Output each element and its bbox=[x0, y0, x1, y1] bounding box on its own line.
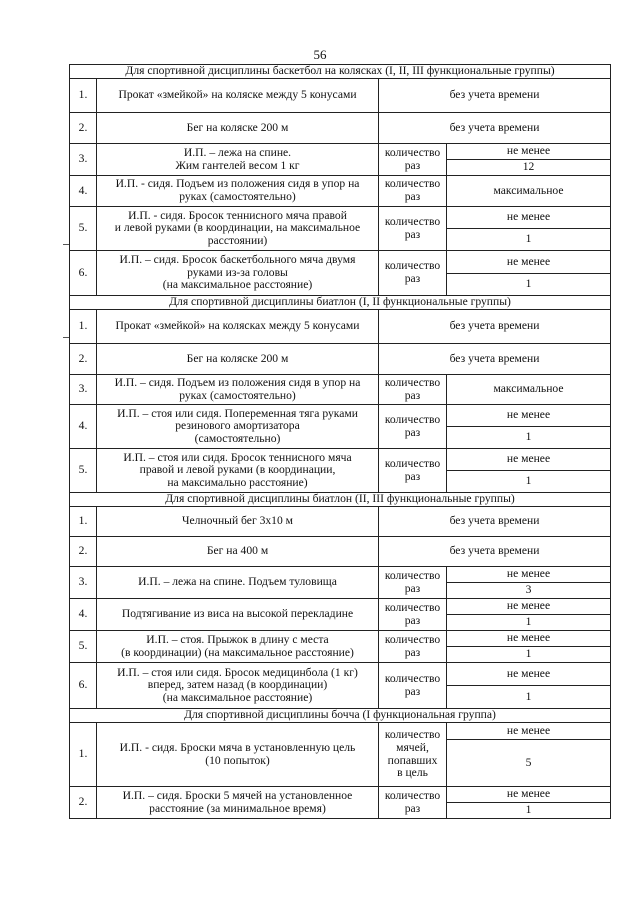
exercise-text-line: И.П. – стоя или сидя. Бросок теннисного мяча bbox=[123, 450, 352, 464]
exercise-text-line: И.П. – стоя или сидя. Попеременная тяга руками bbox=[117, 406, 358, 420]
row-number: 3. bbox=[70, 567, 97, 599]
exercise-text-line: руках (самостоятельно) bbox=[179, 190, 296, 203]
table-row bbox=[70, 344, 611, 375]
table-row bbox=[70, 567, 611, 583]
unit-text-line: попавших bbox=[387, 753, 438, 767]
table-row bbox=[70, 176, 611, 207]
section-title: Для спортивной дисциплины биатлон (II, III функциональные группы) bbox=[70, 493, 611, 507]
margin-mark bbox=[63, 244, 69, 245]
exercise-text-line: руках (самостоятельно) bbox=[179, 388, 296, 402]
requirement-label: не менее bbox=[447, 449, 611, 471]
unit-cell bbox=[379, 599, 447, 631]
exercise-description bbox=[97, 251, 379, 296]
table-row bbox=[70, 251, 611, 274]
exercise-text-line: И.П. – стоя. Прыжок в длину с места bbox=[146, 632, 329, 646]
table-row bbox=[70, 507, 611, 537]
exercise-text-line: вперед, затем назад (в координации) bbox=[147, 678, 328, 692]
unit-cell bbox=[379, 375, 447, 405]
row-number: 4. bbox=[70, 176, 97, 207]
requirement-value: 1 bbox=[447, 229, 611, 251]
exercise-description bbox=[97, 723, 379, 787]
unit-qty: количество bbox=[384, 214, 441, 228]
unit-qty: количество bbox=[384, 632, 441, 646]
unit-cell bbox=[379, 631, 447, 663]
exercise-description bbox=[97, 79, 379, 113]
exercise-text-line: (в координации) (на максимальное расстояние) bbox=[121, 645, 354, 659]
requirement-no-time: без учета времени bbox=[379, 113, 611, 144]
exercise-text-line: И.П. – сидя. Броски 5 мячей на установленное bbox=[122, 788, 353, 802]
section-title: Для спортивной дисциплины биатлон (I, II функциональные группы) bbox=[70, 296, 611, 310]
exercise-text-line: Бег на коляске 200 м bbox=[186, 351, 289, 365]
row-number: 5. bbox=[70, 207, 97, 251]
requirement-value: 1 bbox=[447, 686, 611, 709]
row-number: 2. bbox=[70, 344, 97, 375]
requirement-no-time: без учета времени bbox=[379, 537, 611, 567]
table-row bbox=[70, 79, 611, 113]
section-title: Для спортивной дисциплины бочча (I функциональная группа) bbox=[70, 709, 611, 723]
row-number: 5. bbox=[70, 631, 97, 663]
exercise-description bbox=[97, 599, 379, 631]
exercise-text-line: руками из-за головы bbox=[187, 265, 288, 279]
unit-times: раз bbox=[404, 645, 421, 659]
row-number: 6. bbox=[70, 663, 97, 709]
requirement-value: 5 bbox=[447, 740, 611, 787]
unit-text-line: в цель bbox=[397, 766, 428, 780]
exercise-text-line: и левой руками (в координации, на максимальное bbox=[114, 221, 361, 235]
exercise-description bbox=[97, 405, 379, 449]
section-header-row bbox=[70, 709, 611, 723]
exercise-description bbox=[97, 631, 379, 663]
exercise-text-line: (самостоятельно) bbox=[194, 431, 281, 445]
unit-cell bbox=[379, 663, 447, 709]
unit-times: раз bbox=[404, 613, 421, 627]
requirement-value: 1 bbox=[447, 647, 611, 663]
requirement-value: 1 bbox=[447, 274, 611, 296]
unit-times: раз bbox=[404, 158, 421, 172]
requirement-no-time: без учета времени bbox=[379, 344, 611, 375]
table-row bbox=[70, 631, 611, 647]
unit-times: раз bbox=[404, 190, 421, 203]
requirement-value: 1 bbox=[447, 471, 611, 493]
row-number: 1. bbox=[70, 723, 97, 787]
requirement-label: не менее bbox=[447, 567, 611, 583]
exercise-text-line: И.П. - сидя. Бросок теннисного мяча правой bbox=[128, 208, 347, 222]
unit-qty: количество bbox=[384, 412, 441, 426]
exercise-description bbox=[97, 113, 379, 144]
unit-text-line: количество bbox=[384, 728, 441, 742]
requirement-label: не менее bbox=[447, 663, 611, 686]
exercise-description bbox=[97, 507, 379, 537]
table-row bbox=[70, 375, 611, 405]
exercise-text-line: на максимально расстояние) bbox=[167, 475, 308, 489]
requirement-value: 1 bbox=[447, 615, 611, 631]
unit-times: раз bbox=[404, 272, 421, 285]
row-number: 5. bbox=[70, 449, 97, 493]
table-row bbox=[70, 449, 611, 471]
norms-table bbox=[69, 64, 611, 819]
section-header-row bbox=[70, 493, 611, 507]
row-number: 2. bbox=[70, 537, 97, 567]
table-row bbox=[70, 405, 611, 427]
unit-times: раз bbox=[404, 581, 421, 595]
unit-cell bbox=[379, 405, 447, 449]
row-number: 6. bbox=[70, 251, 97, 296]
unit-cell bbox=[379, 144, 447, 176]
exercise-description bbox=[97, 144, 379, 176]
exercise-text-line: Бег на коляске 200 м bbox=[186, 120, 289, 134]
exercise-text-line: Прокат «змейкой» на колясках между 5 конусами bbox=[115, 319, 360, 333]
row-number: 3. bbox=[70, 144, 97, 176]
requirement-no-time: без учета времени bbox=[379, 79, 611, 113]
exercise-description bbox=[97, 537, 379, 567]
requirement-label: не менее bbox=[447, 251, 611, 274]
unit-cell bbox=[379, 567, 447, 599]
unit-times: раз bbox=[404, 801, 421, 815]
requirement-value: 3 bbox=[447, 583, 611, 599]
exercise-text-line: Прокат «змейкой» на коляске между 5 конусами bbox=[118, 88, 357, 102]
exercise-text-line: резинового амортизатора bbox=[175, 419, 300, 433]
table-row bbox=[70, 310, 611, 344]
exercise-description bbox=[97, 344, 379, 375]
exercise-text-line: Жим гантелей весом 1 кг bbox=[175, 158, 300, 172]
row-number: 2. bbox=[70, 113, 97, 144]
exercise-text-line: правой и левой руками (в координации, bbox=[139, 463, 336, 477]
unit-times: раз bbox=[404, 388, 421, 402]
row-number: 3. bbox=[70, 375, 97, 405]
requirement-label: не менее bbox=[447, 787, 611, 803]
unit-times: раз bbox=[404, 425, 421, 439]
unit-cell bbox=[379, 723, 447, 787]
requirement-label: не менее bbox=[447, 631, 611, 647]
unit-qty: количество bbox=[384, 671, 441, 685]
exercise-text-line: И.П. – сидя. Подъем из положения сидя в упор на bbox=[114, 375, 361, 389]
unit-cell bbox=[379, 176, 447, 207]
requirement-label: не менее bbox=[447, 207, 611, 229]
unit-times: раз bbox=[404, 227, 421, 241]
table-row bbox=[70, 787, 611, 803]
unit-cell bbox=[379, 207, 447, 251]
unit-qty: количество bbox=[384, 568, 441, 582]
unit-times: раз bbox=[404, 684, 421, 698]
section-title: Для спортивной дисциплины баскетбол на колясках (I, II, III функциональные группы) bbox=[70, 65, 611, 79]
page-number: 56 bbox=[313, 47, 327, 62]
requirement-value: 12 bbox=[447, 160, 611, 176]
unit-qty: количество bbox=[384, 145, 441, 159]
table-row bbox=[70, 537, 611, 567]
table-row bbox=[70, 723, 611, 740]
exercise-text-line: (10 попыток) bbox=[205, 753, 270, 767]
unit-cell bbox=[379, 787, 447, 819]
exercise-text-line: И.П. – лежа на спине. bbox=[183, 145, 292, 159]
row-number: 1. bbox=[70, 79, 97, 113]
exercise-text-line: Подтягивание из виса на высокой перекладине bbox=[121, 607, 354, 621]
requirement-label: не менее bbox=[447, 144, 611, 160]
row-number: 1. bbox=[70, 507, 97, 537]
table-row bbox=[70, 663, 611, 686]
exercise-text-line: И.П. – лежа на спине. Подъем туловища bbox=[138, 575, 337, 589]
unit-qty: количество bbox=[384, 375, 441, 389]
exercise-text-line: И.П. – сидя. Бросок баскетбольного мяча двумя bbox=[119, 253, 356, 267]
unit-text-line: мячей, bbox=[396, 740, 429, 754]
exercise-description bbox=[97, 207, 379, 251]
exercise-description bbox=[97, 663, 379, 709]
exercise-text-line: И.П. – стоя или сидя. Бросок медицинбола (1 кг) bbox=[117, 665, 358, 679]
requirement-no-time: без учета времени bbox=[379, 507, 611, 537]
exercise-text-line: И.П. - сидя. Броски мяча в установленную цель bbox=[119, 740, 356, 754]
exercise-text-line: И.П. - сидя. Подъем из положения сидя в упор на bbox=[115, 177, 360, 191]
margin-mark bbox=[63, 337, 69, 338]
unit-qty: количество bbox=[384, 456, 441, 470]
requirement-max: максимальное bbox=[447, 375, 611, 405]
row-number: 4. bbox=[70, 405, 97, 449]
exercise-text-line: расстояние (за минимальное время) bbox=[149, 801, 326, 815]
row-number: 4. bbox=[70, 599, 97, 631]
requirement-value: 1 bbox=[447, 803, 611, 819]
table-row bbox=[70, 113, 611, 144]
exercise-description bbox=[97, 375, 379, 405]
unit-qty: количество bbox=[384, 177, 441, 191]
exercise-text-line: Челночный бег 3х10 м bbox=[181, 514, 294, 528]
requirement-value: 1 bbox=[447, 427, 611, 449]
exercise-description bbox=[97, 787, 379, 819]
requirement-label: не менее bbox=[447, 723, 611, 740]
table-row bbox=[70, 207, 611, 229]
row-number: 2. bbox=[70, 787, 97, 819]
section-header-row bbox=[70, 65, 611, 79]
requirement-max: максимальное bbox=[447, 176, 611, 207]
exercise-description bbox=[97, 567, 379, 599]
unit-qty: количество bbox=[384, 788, 441, 802]
exercise-text-line: (на максимальное расстояние) bbox=[162, 278, 313, 292]
exercise-description bbox=[97, 310, 379, 344]
requirement-label: не менее bbox=[447, 405, 611, 427]
table-row bbox=[70, 144, 611, 160]
requirement-label: не менее bbox=[447, 599, 611, 615]
requirement-no-time: без учета времени bbox=[379, 310, 611, 344]
unit-times: раз bbox=[404, 469, 421, 483]
unit-cell bbox=[379, 449, 447, 493]
unit-qty: количество bbox=[384, 259, 441, 273]
exercise-text-line: (на максимальное расстояние) bbox=[162, 690, 313, 704]
unit-qty: количество bbox=[384, 600, 441, 614]
exercise-description bbox=[97, 176, 379, 207]
table-row bbox=[70, 599, 611, 615]
exercise-text-line: расстоянии) bbox=[207, 233, 268, 247]
row-number: 1. bbox=[70, 310, 97, 344]
unit-cell bbox=[379, 251, 447, 296]
section-header-row bbox=[70, 296, 611, 310]
exercise-description bbox=[97, 449, 379, 493]
exercise-text-line: Бег на 400 м bbox=[206, 544, 269, 558]
